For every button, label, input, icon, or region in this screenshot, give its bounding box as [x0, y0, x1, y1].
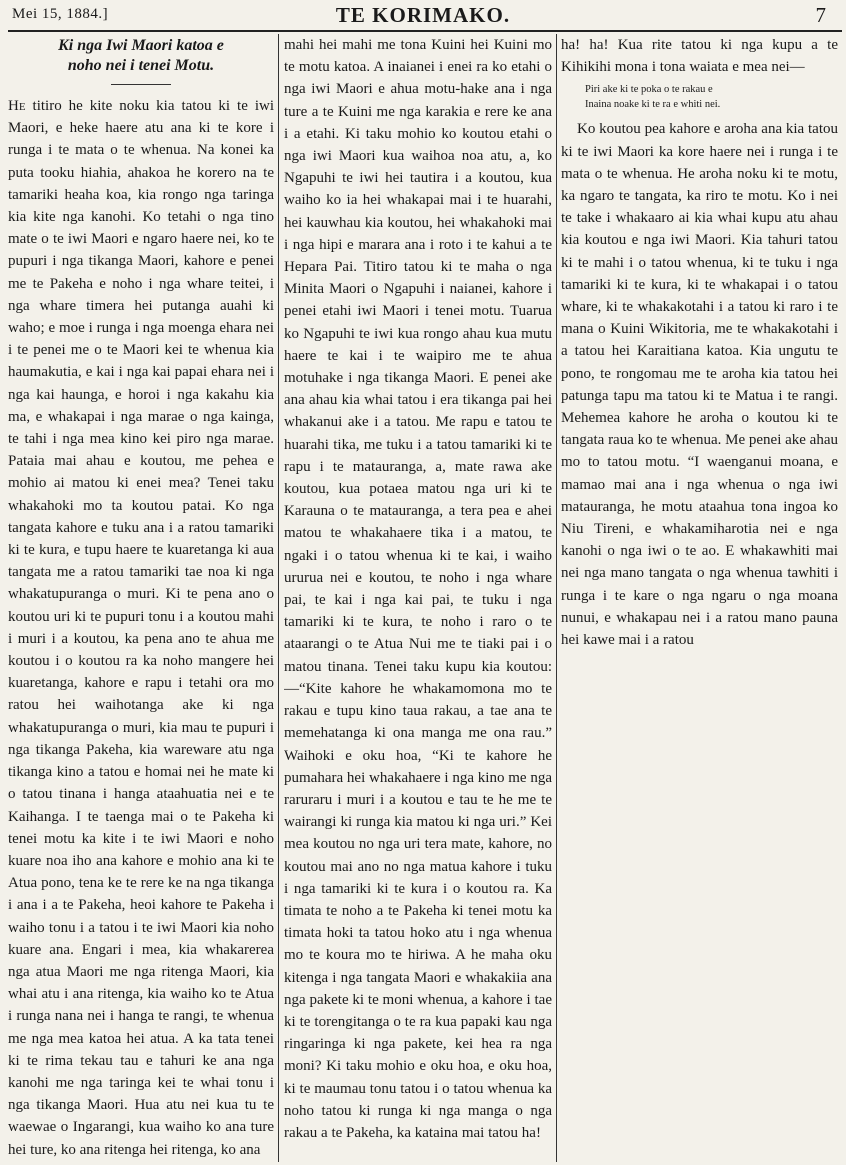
page-header	[0, 0, 846, 30]
article-body	[8, 95, 274, 1161]
poem-line: Inaina noake ki te ra e whiti nei.	[585, 99, 721, 111]
column-3	[561, 34, 838, 1162]
article-title: Ki nga Iwi Maori katoa e noho nei i tenei Motu.	[58, 37, 224, 74]
opening-word: He	[8, 98, 26, 114]
poem-quote	[585, 82, 838, 112]
article-paragraph-1-cont: mahi hei mahi me tona Kuini hei Kuini mo te motu katoa. A inaianei i enei ra ko etahi o nga iwi Maori e ahua motu-hake ana i nga ture a te Kuini me nga karakia e rere ke ana i a etahi. Ki taku mohio ko koutou etahi o nga iwi Maori kua waihoa noa atu, a, ko Ngapuhi te iwi hei tautira i a koutou, kua waiho ko ia hei whakapai mai i te huarahi, hei kauwhau kia koutou, hei whakahoki mai i nga hipi e marara ana i roto i te kahui a te Hepara Pai. Titiro tatou ki te maha o nga Minita Maori o Ngapuhi i naianei, kahore i penei etahi iwi Maori i tenei motu. Tuarua ko Ngapuhi te iwi kua rongo ahau kua mutu haere te kai i te waipiro me te ahua motuhake i nga tikanga Maori. E penei ake ana ahau kia whai tatou i era tikanga pai hei whakanui ake i a tatou. Me rapu e tatou te huarahi tika, me tuku i a tatou tamariki ki te rapu i te matauranga, a, mate rawa ake koutou, kua potaea matou nga uri ki te Karauna o te matauranga, a tera pea e ahei matou te whakahaere tika i a matou, te ngaki i o tatou whenua ki te kai, i waiho ururua nei e koutou, te noho i nga whare pai, te kai i nga kai pai, te tuku i nga tamariki ki te kura, te noho i raro o te ataarangi o te Atua Nui me te tiaki pai i o matou tinana. Tenei taku kupu kia koutou:—“Kite kahore he whakamomona mo te rakau e tupu kino taua rakau, a tae ana te memehatanga ki ona manga me ona rau.” Waihoki e oku hoa, “Ki te kahore he pumahara hei whakahaere i nga kino me nga raruraru i muri i a koutou e tau te he me te wairangi ki runga kia matou ki nga uri.” Kei mea koutou no nga uri tera mate, kahore, no koutou mai ano no nga matua kahore i tuku i nga tamariki ki te kura i o koutou ra. Ka timata te noho a te Pakeha ki tenei motu ka timata hoki ta tatou hoko atu i nga whenua mo te koura mo te hiriwa. A he maha oku kitenga i nga tangata Maori e whakakiia ana nga pakete ki te moni whenua, a kahore i tae ki te torengitanga o te ra kua papaki kau nga ringaringa ki nga pakete, kei hea ra nga moni? Ki taku mohio e oku hoa, e oku hoa, ki te maumau tonu tatou i o tatou whenua ka noho tatou ki runga ki nga manga o nga rakau a te Pakeha, ka kataina mai tatou ha!	[284, 37, 552, 1141]
page-number: 7	[815, 3, 826, 27]
newspaper-title: TE KORIMAKO.	[335, 3, 511, 27]
header-rule	[8, 30, 842, 32]
article-paragraph-2: Ko koutou pea kahore e aroha ana kia tatou ki te iwi Maori ka kore haere nei i runga i te mata o te whenua. He aroha noku ki te motu, ka ngaro te tangata, ka riro te motu. Ko i nei te take i whakaaro ai kia whai kupu atu ahau kia koutou e nga iwi Maori. Kia tahuri tatou ki te mahi i o tatou whenua, ki te tuku i nga tamariki ki te kura, ki te whakapai i o tatou whare, ki te whakakotahi i a tatou ki raro i te mana o Kuini Wikitoria, me te whakakotahi i a tatou hei Karaitiana katoa. Kia ungutu te pono, te rongomau me te aroha kia tatou hei patunga tapu ma tatou ki te Matua i te rangi. Mehemea kahore he aroha o koutou ki te tangata raua ko te whenua. Me penei ake ahau mo to tatou motu. “I waenganui moana, e mamao mai ana i nga whenua o nga iwi matauranga, he motu ataahua tona ingoa ko Niu Tireni, e whakamiharotia nei e nga kanohi o nga iwi o te ao. E whakawhiti mai nei nga mano tangata o nga whenua tawhiti i runga i te kare o nga ngaru o nga moana nunui, e whakapau nei i a ratou mano pauna hei kawe mai i a ratou	[561, 121, 838, 649]
column-1	[8, 34, 274, 1162]
column-2	[284, 34, 552, 1162]
article-paragraph-1-cont: ha! ha! Kua rite tatou ki nga kupu a te Kihikihi mona i tona waiata e mea nei—	[561, 37, 838, 76]
issue-date: Mei 15, 1884.]	[12, 6, 109, 22]
title-rule	[111, 84, 171, 85]
column-rule	[556, 34, 557, 1162]
poem-line: Piri ake ki te poka o te rakau e	[585, 84, 713, 96]
column-rule	[278, 34, 279, 1162]
article-paragraph-1: titiro he kite noku kia tatou ki te iwi Maori, e heke haere atu ana ki te kore i runga i te mata o te whenua. Na konei ka puta tooku hiahia, ahakoa he korero na te tamariki heaha koa, kia rongo nga taringa kia kite nga kanohi. Ko tetahi o nga tino mate o te iwi Maori e ngaro haere nei, ko te pupuri i nga tikanga Maori, kahore e penei me te Pakeha e noho i nga whare teitei, i nga whare timera hei putanga auahi ki waho; e moe i runga i nga moenga ehara nei i te penei me o te Maori kei te whenua kia haumakutia, e kai i nga kai papai ehara nei i nga kai haunga, e horoi i nga kakahu kia ma, e whakapai i nga marae o nga kainga, te tahi i nga mea kino kei piro nga marae. Pataia mai ahau e koutou, me pehea e mohio ai matou ki enei mea? Tenei taku whakahoki mo ta koutou patai. Ko nga tangata kahore e tuku ana i a ratou tamariki ki te kura, e tupu haere te kuaretanga ki aua tangata me a ratou tamariki tae noa ki nga whakatupuranga o muri. Ki te pena ano o koutou uri ki te pupuri tonu i a koutou mahi i muri i a koutou, ka pena ano te ahua me koutou i o koutou ra ka noho mangere hei kuaretanga, kahore e rapu i tetahi ora mo ratou hei waihotanga ake ki nga whakatupuranga o muri, kia mau te pupuri i nga tikanga Pakeha, kia wareware atu nga tikanga kino a tatou e homai nei he mate ki o tatou tinana i hanga ataahuatia nei e te Kaihanga. I te taenga mai o te Pakeha ki tenei motu ka kite i te iwi Maori e noho kuare noa iho ana kahore e mohio ana ki te Atua pono, tena ke te rere ke na nga tikanga i ana i a te Pakeha, heoi kahore te Pakeha i waiho tonu i a tatou i te iwi Maori kia noho kuare ana. Engari i mea, kia whakarerea nga atua Maori me nga ritenga Maori, kia whai atu i ana ritenga, kia waiho ko te Atua i runga nana nei i hanga te rangi, te whenua me nga mea katoa hei atua. A ka tata tenei ki te rima tekau tau e tahuri ke ana nga kanohi me nga taringa kei te whai tonu i nga tikanga Maori. Hua atu nei kua tu te waewae o Ingarangi, kua waiho ko ana ture hei ture, ko ana ritenga hei ritenga, ko ana	[8, 98, 274, 1158]
